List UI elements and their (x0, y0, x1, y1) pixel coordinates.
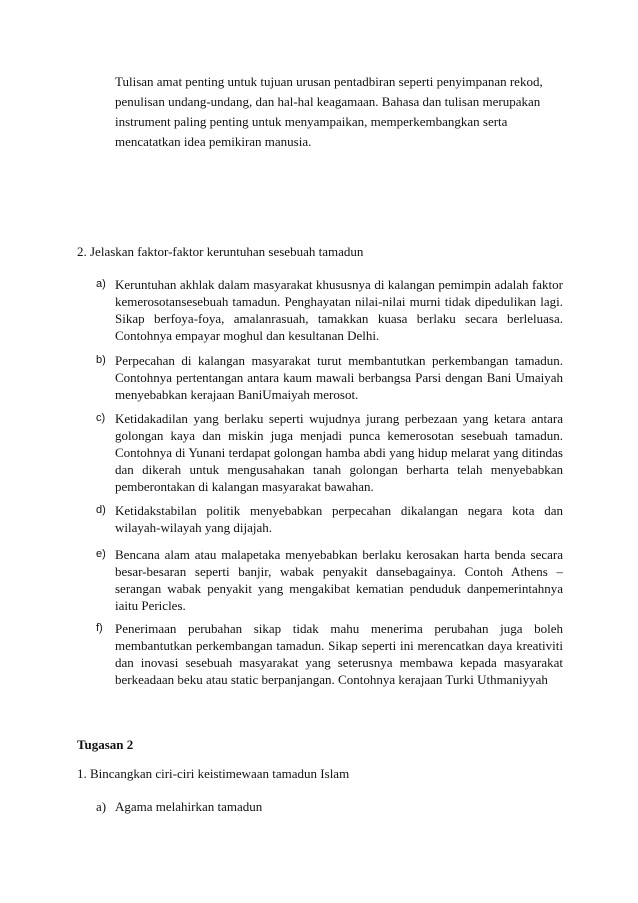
list-item-text: Bencana alam atau malapetaka menyebabkan berlaku kerosakan harta benda secara besar-besaran seperti banjir, wabak penyakit dansebagainya. Contoh Athens – serangan wabak penyakit yang mengakibat kematian penduduk danpemerintahnya iaitu Pericles. (115, 547, 563, 613)
factor-list-item-f (77, 620, 563, 688)
intro-paragraph: Tulisan amat penting untuk tujuan urusan pentadbiran seperti penyimpanan rekod, penulisan undang-undang, dan hal-hal keagamaan. Bahasa dan tulisan merupakan instrument paling penting untuk menyampaikan, memperkembangkan serta mencatatkan idea pemikiran manusia. (115, 74, 543, 149)
list-marker: f) (96, 622, 103, 634)
list-item (77, 352, 563, 403)
list-item-text: Penerimaan perubahan sikap tidak mahu menerima perubahan juga boleh membantutkan perkembangan tamadun. Sikap seperti ini merencatkan daya kreativiti dan inovasi sesebuah masyarakat yang seterusnya membawa kepada masyarakat berkeadaan beku atau static berpanjangan. Contohnya kerajaan Turki Uthmaniyyah (115, 621, 563, 687)
list-marker: e) (96, 548, 106, 560)
list-marker: c) (96, 412, 106, 424)
list-item (77, 620, 563, 688)
list-item (77, 546, 563, 614)
list-item (77, 276, 563, 344)
list-item (77, 410, 563, 495)
list-item-text: Agama melahirkan tamadun (115, 799, 263, 814)
tugasan-2-question: 1. Bincangkan ciri-ciri keistimewaan tamadun Islam (77, 766, 350, 781)
factor-list-item-e (77, 546, 563, 614)
factor-list-item-c (77, 410, 563, 495)
question-2-heading: 2. Jelaskan faktor-faktor keruntuhan sesebuah tamadun (77, 244, 364, 259)
factor-list-item-a (77, 276, 563, 344)
list-marker: d) (96, 504, 106, 516)
list-marker: a) (96, 799, 107, 814)
factor-list-item-d (77, 502, 563, 536)
list-marker: b) (96, 354, 106, 366)
list-item-text: Ketidakstabilan politik menyebabkan perpecahan dikalangan negara kota dan wilayah-wilayah yang dijajah. (115, 503, 563, 535)
list-item-text: Ketidakadilan yang berlaku seperti wujudnya jurang perbezaan yang ketara antara golongan kaya dan miskin juga menjadi punca kemerosotan sesebuah tamadun. Contohnya di Yunani terdapat golongan hamba abdi yang hidup melarat yang ditindas dan dikerah untuk mengusahakan tanah golongan berharta telah menyebabkan pemberontakan di kalangan masyarakat bawahan. (115, 411, 563, 494)
section-title: Tugasan 2 (77, 737, 134, 752)
list-item (77, 502, 563, 536)
factor-list-item-b (77, 352, 563, 403)
tugasan-2-sub-item-a (77, 797, 262, 817)
list-item-text: Perpecahan di kalangan masyarakat turut membantutkan perkembangan tamadun. Contohnya pertentangan antara kaum mawali berbangsa Parsi dengan Bani Umaiyah menyebabkan kerajaan BaniUmaiyah merosot. (115, 353, 563, 402)
list-marker: a) (96, 278, 106, 290)
list-item-text: Keruntuhan akhlak dalam masyarakat khususnya di kalangan pemimpin adalah faktor kemerosotansesebuah tamadun. Penghayatan nilai-nilai murni tidak dipedulikan lagi. Sikap berfoya-foya, amalanrasuah, tamakkan kuasa berlaku secara berleluasa. Contohnya empayar moghul dan kesultanan Delhi. (115, 277, 563, 343)
